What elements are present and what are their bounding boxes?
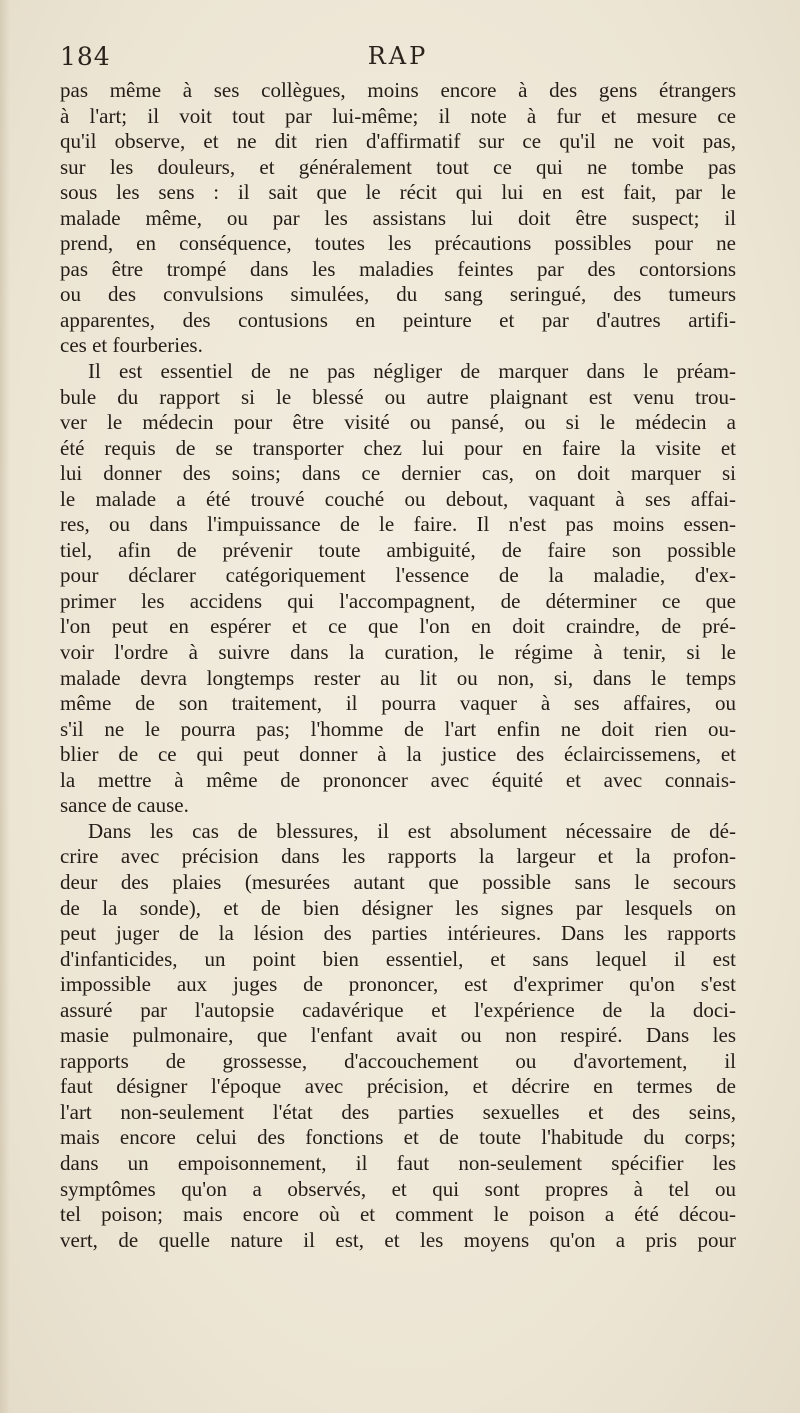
text-line: malade devra longtemps rester au lit ou non, si, dans le temps (60, 665, 736, 690)
text-line: pour déclarer catégoriquement l'essence de la maladie, d'ex- (60, 563, 736, 588)
text-line: même de son traitement, il pourra vaquer à ses affaires, ou (60, 691, 736, 716)
text-line: d'infanticides, un point bien essentiel, et sans lequel il est (60, 946, 736, 971)
text-line: ces et fourberies. (60, 333, 203, 358)
text-line: voir l'ordre à suivre dans la curation, le régime à tenir, si le (60, 640, 736, 665)
page-gutter-shadow (0, 0, 10, 1413)
text-line: faut désigner l'époque avec précision, et décrire en termes de (60, 1074, 736, 1099)
text-line: prend, en conséquence, toutes les précautions possibles pour ne (60, 231, 736, 256)
text-line: sous les sens : il sait que le récit qui lui en est fait, par le (60, 180, 736, 205)
text-line: symptômes qu'on a observés, et qui sont propres à tel ou (60, 1176, 736, 1201)
page-header (60, 40, 736, 80)
text-line: l'art non-seulement l'état des parties sexuelles et des seins, (60, 1099, 736, 1124)
text-line: tel poison; mais encore où et comment le poison a été décou- (60, 1202, 736, 1227)
text-line: peut juger de la lésion des parties intérieures. Dans les rapports (60, 921, 736, 946)
text-line: res, ou dans l'impuissance de le faire. Il n'est pas moins essen- (60, 512, 736, 537)
text-line: de la sonde), et de bien désigner les signes par lesquels on (60, 895, 736, 920)
page-number: 184 (60, 42, 111, 71)
text-line: été requis de se transporter chez lui pour en faire la visite et (60, 435, 736, 460)
text-line: Dans les cas de blessures, il est absolument nécessaire de dé- (88, 818, 736, 843)
text-line: rapports de grossesse, d'accouchement ou d'avortement, il (60, 1048, 736, 1073)
text-line: s'il ne le pourra pas; l'homme de l'art enfin ne doit rien ou- (60, 716, 736, 741)
text-line: ou des convulsions simulées, du sang seringué, des tumeurs (60, 282, 736, 307)
text-line: lui donner des soins; dans ce dernier cas, on doit marquer si (60, 461, 736, 486)
text-line: assuré par l'autopsie cadavérique et l'expérience de la doci- (60, 997, 736, 1022)
text-line: à l'art; il voit tout par lui-même; il note à fur et mesure ce (60, 103, 736, 128)
text-line: sance de cause. (60, 793, 189, 818)
text-line: dans un empoisonnement, il faut non-seulement spécifier les (60, 1150, 736, 1175)
text-line: deur des plaies (mesurées autant que possible sans le secours (60, 869, 736, 894)
text-line: impossible aux juges de prononcer, est d'exprimer qu'on s'est (60, 972, 736, 997)
text-line: masie pulmonaire, que l'enfant avait ou non respiré. Dans les (60, 1023, 736, 1048)
text-line: blier de ce qui peut donner à la justice des éclaircissemens, et (60, 742, 736, 767)
text-line: crire avec précision dans les rapports la largeur et la profon- (60, 844, 736, 869)
paragraph (60, 819, 736, 1253)
paragraph (60, 359, 736, 819)
text-line: Il est essentiel de ne pas négliger de marquer dans le préam- (88, 359, 736, 384)
text-line: vert, de quelle nature il est, et les moyens qu'on a pris pour (60, 1227, 736, 1252)
text-line: bule du rapport si le blessé ou autre plaignant est venu trou- (60, 384, 736, 409)
text-line: l'on peut en espérer et ce que l'on en doit craindre, de pré- (60, 614, 736, 639)
running-head: RAP (367, 42, 429, 70)
text-line: pas être trompé dans les maladies feintes par des contorsions (60, 256, 736, 281)
text-line: la mettre à même de prononcer avec équité et avec connais- (60, 767, 736, 792)
text-line: malade même, ou par les assistans lui doit être suspect; il (60, 205, 736, 230)
text-line: le malade a été trouvé couché ou debout, vaquant à ses affai- (60, 486, 736, 511)
body-text (60, 78, 736, 1253)
text-line: primer les accidens qui l'accompagnent, de déterminer ce que (60, 588, 736, 613)
paragraph (60, 78, 736, 359)
text-line: sur les douleurs, et généralement tout ce qui ne tombe pas (60, 154, 736, 179)
text-line: tiel, afin de prévenir toute ambiguité, de faire son possible (60, 537, 736, 562)
text-line: apparentes, des contusions en peinture et par d'autres artifi- (60, 307, 736, 332)
text-line: pas même à ses collègues, moins encore à des gens étrangers (60, 78, 736, 102)
text-line: ver le médecin pour être visité ou pansé, ou si le médecin a (60, 410, 736, 435)
text-line: qu'il observe, et ne dit rien d'affirmatif sur ce qu'il ne voit pas, (60, 129, 736, 154)
text-line: mais encore celui des fonctions et de toute l'habitude du corps; (60, 1125, 736, 1150)
